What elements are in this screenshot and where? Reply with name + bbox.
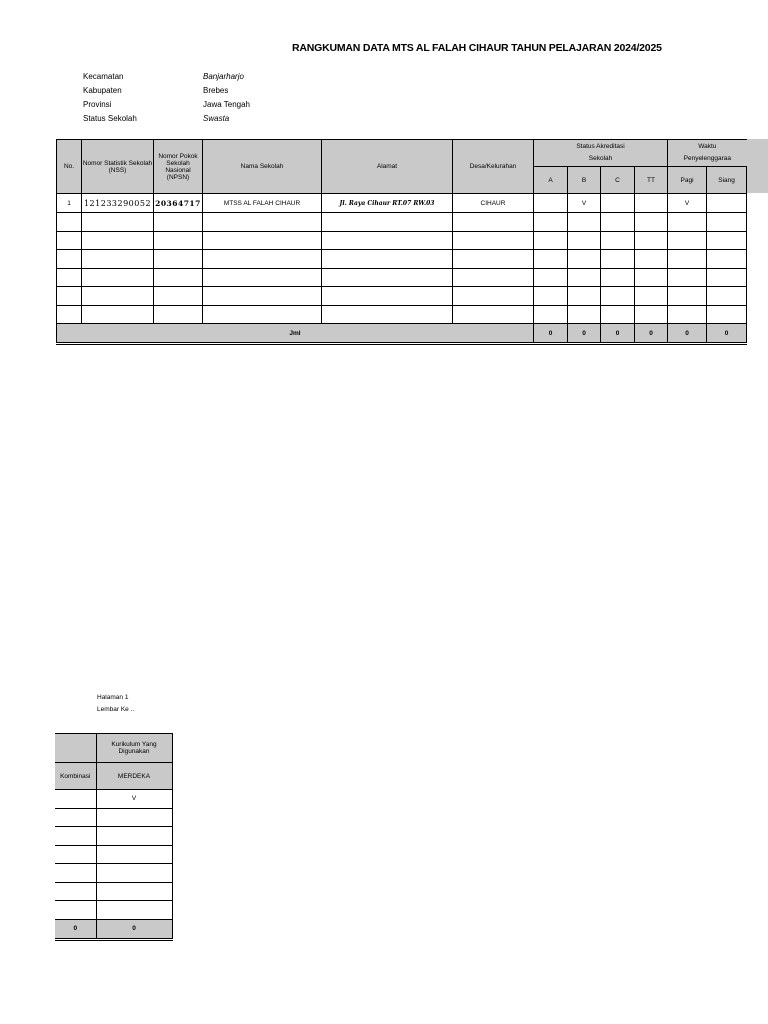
header-akr-b: B bbox=[568, 167, 601, 194]
table-row bbox=[55, 790, 172, 809]
header-continued bbox=[55, 734, 96, 763]
cell-merdeka: V bbox=[96, 790, 172, 809]
header-waktu-line2: Penyelenggaraa bbox=[683, 155, 731, 162]
header-nama-sekolah: Nama Sekolah bbox=[203, 140, 322, 194]
header-siang: Siang bbox=[707, 167, 747, 194]
cell-no: 1 bbox=[57, 194, 82, 213]
header-akr-tt: TT bbox=[635, 167, 668, 194]
cell-kombinasi bbox=[55, 790, 96, 809]
total-row bbox=[57, 324, 747, 344]
header-akr-c: C bbox=[601, 167, 635, 194]
cell-tt bbox=[635, 194, 668, 213]
info-label: Status Sekolah bbox=[83, 114, 137, 123]
header-desa: Desa/Kelurahan bbox=[453, 140, 534, 194]
header-nss: Nomor Statistik Sekolah (NSS) bbox=[82, 140, 154, 194]
cell-alamat: Jl. Raya Cihaur RT.07 RW.03 bbox=[322, 194, 453, 213]
total-tt: 0 bbox=[635, 324, 668, 344]
table-row bbox=[55, 827, 172, 846]
header-npsn: Nomor Pokok Sekolah Nasional (NPSN) bbox=[154, 140, 203, 194]
table-row bbox=[57, 194, 747, 213]
cell-desa: CIHAUR bbox=[453, 194, 534, 213]
header-kurikulum: Kurikulum Yang Digunakan bbox=[96, 734, 172, 763]
halaman-label: Halaman 1 bbox=[97, 694, 129, 701]
total-c: 0 bbox=[601, 324, 635, 344]
header-waktu-line1: Waktu bbox=[698, 143, 717, 150]
info-value: Brebes bbox=[203, 86, 229, 95]
header-merdeka: MERDEKA bbox=[96, 763, 172, 790]
table-row bbox=[55, 882, 172, 901]
total-b: 0 bbox=[568, 324, 601, 344]
cell-npsn: 20364717 bbox=[154, 194, 203, 213]
school-data-table bbox=[56, 139, 747, 345]
header-alamat: Alamat bbox=[322, 140, 453, 194]
total-siang: 0 bbox=[707, 324, 747, 344]
total-pagi: 0 bbox=[668, 324, 707, 344]
info-value: Swasta bbox=[203, 114, 230, 123]
table-row bbox=[55, 901, 172, 920]
header-waktu bbox=[668, 140, 747, 167]
info-value: Banjarharjo bbox=[203, 72, 244, 81]
total-row bbox=[55, 919, 172, 939]
table-row bbox=[55, 808, 172, 827]
info-value: Jawa Tengah bbox=[203, 100, 250, 109]
lembar-label: Lembar Ke .. bbox=[97, 706, 135, 713]
table-row bbox=[57, 231, 747, 250]
cell-nama: MTSS AL FALAH CIHAUR bbox=[203, 194, 322, 213]
info-label: Provinsi bbox=[83, 100, 112, 109]
curriculum-table bbox=[55, 733, 173, 941]
table-row bbox=[57, 250, 747, 269]
header-status-akreditasi bbox=[534, 140, 668, 167]
header-no: No. bbox=[57, 140, 82, 194]
info-label: Kecamatan bbox=[83, 72, 124, 81]
header-akreditasi-line1: Status Akreditasi bbox=[576, 143, 625, 150]
info-label: Kabupaten bbox=[83, 86, 122, 95]
cell-a bbox=[534, 194, 568, 213]
total-kombinasi: 0 bbox=[55, 919, 96, 939]
header-akr-a: A bbox=[534, 167, 568, 194]
total-merdeka: 0 bbox=[96, 919, 172, 939]
cut-off-header-strip bbox=[746, 139, 768, 193]
header-pagi: Pagi bbox=[668, 167, 707, 194]
table-row bbox=[57, 287, 747, 306]
cell-c bbox=[601, 194, 635, 213]
cell-pagi: V bbox=[668, 194, 707, 213]
cell-b: V bbox=[568, 194, 601, 213]
cell-siang bbox=[707, 194, 747, 213]
table-row bbox=[57, 268, 747, 287]
header-akreditasi-line2: Sekolah bbox=[588, 155, 613, 162]
header-kombinasi: Kombinasi bbox=[55, 763, 96, 790]
page-info bbox=[97, 692, 134, 716]
table-row bbox=[55, 864, 172, 883]
total-label: Jml bbox=[57, 324, 534, 344]
table-row bbox=[55, 845, 172, 864]
table-row bbox=[57, 213, 747, 232]
total-a: 0 bbox=[534, 324, 568, 344]
table-row bbox=[57, 305, 747, 324]
page-title: RANGKUMAN DATA MTS AL FALAH CIHAUR TAHUN PELAJARAN 2024/2025 bbox=[292, 42, 662, 54]
cell-nss: 121233290052 bbox=[82, 194, 154, 213]
